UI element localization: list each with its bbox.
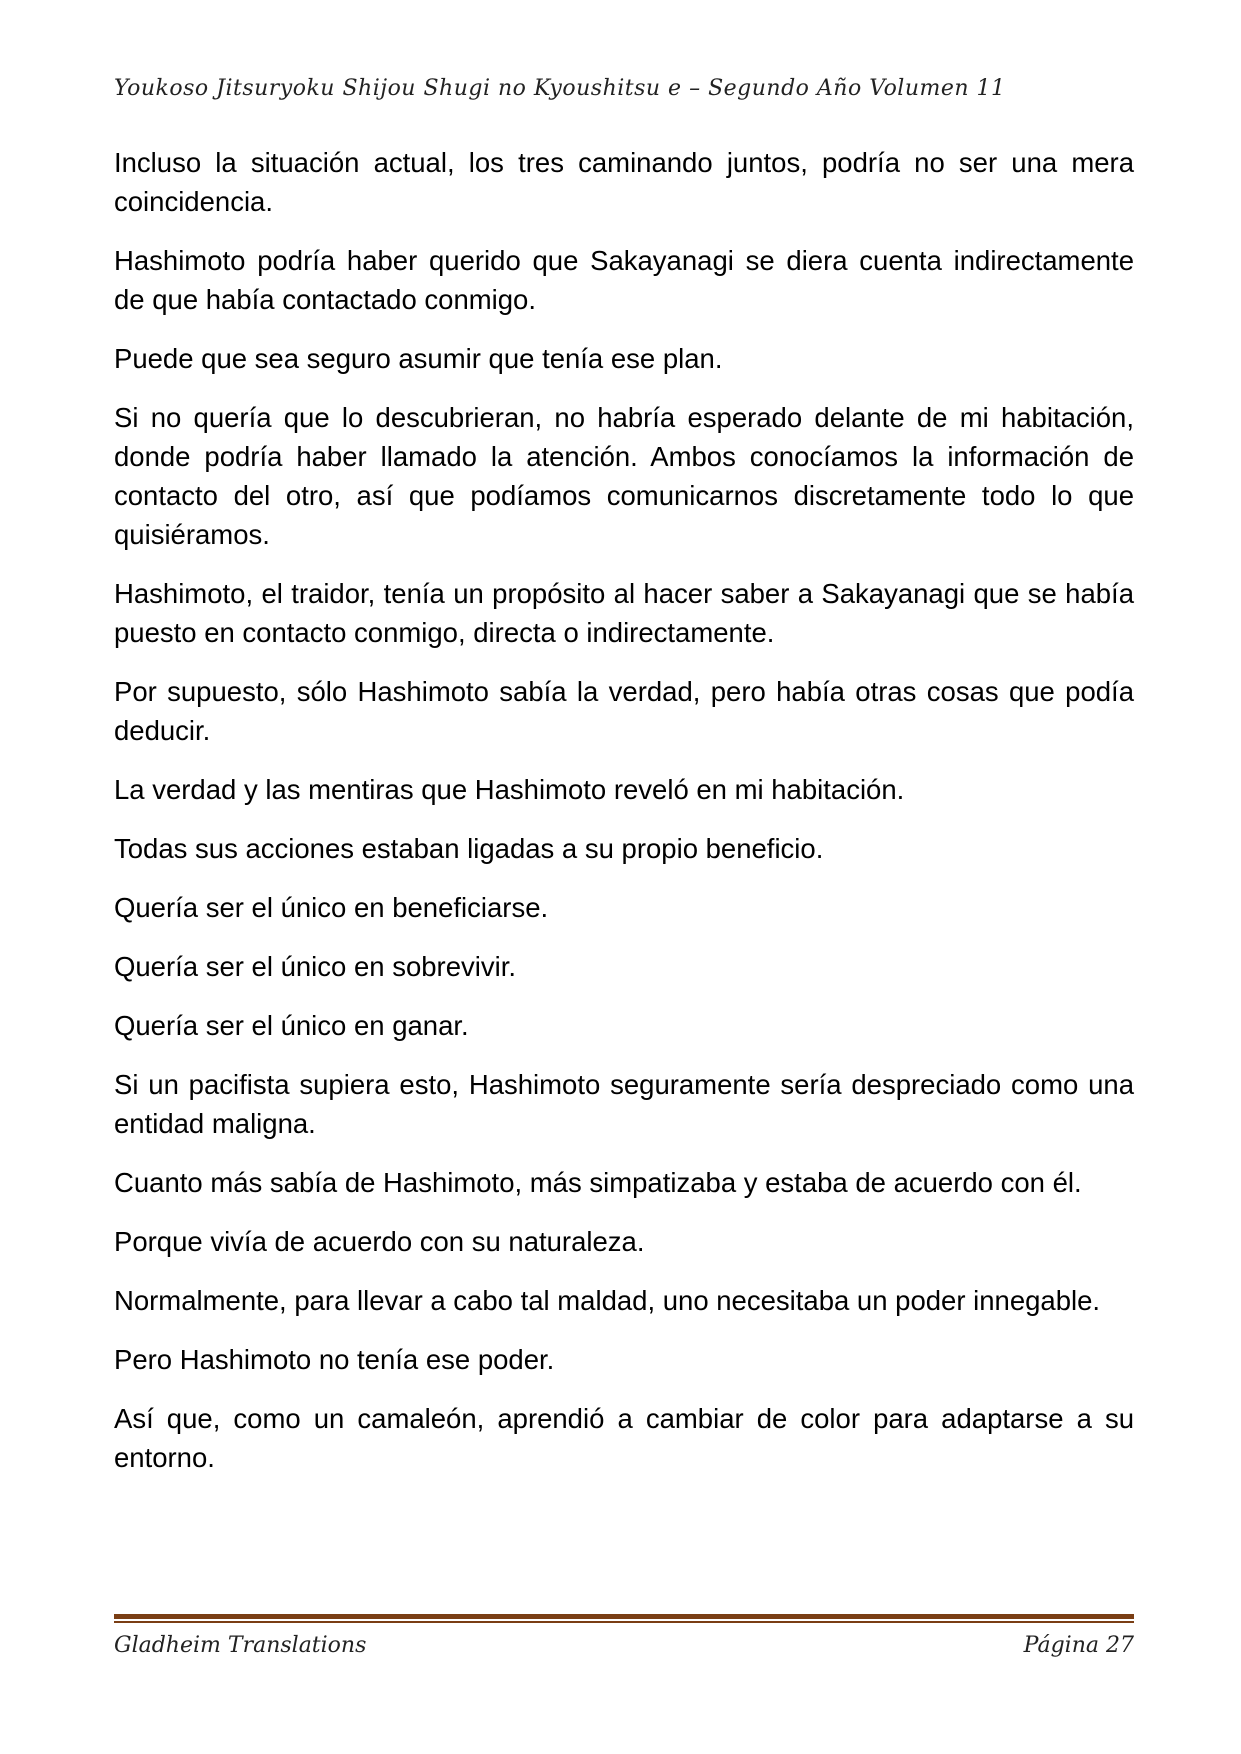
footer-page-number: Página 27	[1023, 1633, 1134, 1658]
body-text	[114, 143, 1134, 1497]
page-header: Youkoso Jitsuryoku Shijou Shugi no Kyoushitsu e – Segundo Año Volumen 11	[114, 76, 1006, 101]
paragraph: Pero Hashimoto no tenía ese poder.	[114, 1344, 555, 1375]
paragraph: Normalmente, para llevar a cabo tal maldad, uno necesitaba un poder innegable.	[114, 1285, 1101, 1316]
paragraph: Quería ser el único en sobrevivir.	[114, 951, 516, 982]
paragraph: Así que, como un camaleón, aprendió a cambiar de color para adaptarse a su entorno.	[114, 1403, 1134, 1473]
paragraph: Por supuesto, sólo Hashimoto sabía la verdad, pero había otras cosas que podía deducir.	[114, 676, 1134, 746]
paragraph: Cuanto más sabía de Hashimoto, más simpatizaba y estaba de acuerdo con él.	[114, 1167, 1082, 1198]
paragraph: Hashimoto, el traidor, tenía un propósito al hacer saber a Sakayanagi que se había puesto en contacto conmigo, directa o indirectamente.	[114, 578, 1134, 648]
paragraph: Todas sus acciones estaban ligadas a su propio beneficio.	[114, 833, 824, 864]
footer-translator: Gladheim Translations	[114, 1633, 367, 1658]
paragraph: Si no quería que lo descubrieran, no habría esperado delante de mi habitación, donde podría haber llamado la atención. Ambos conocíamos la información de contacto del otro, así que podíamos comunicarnos discretamente todo lo que quisiéramos.	[114, 402, 1134, 550]
paragraph: Porque vivía de acuerdo con su naturaleza.	[114, 1226, 645, 1257]
footer-divider	[114, 1614, 1134, 1623]
paragraph: La verdad y las mentiras que Hashimoto reveló en mi habitación.	[114, 774, 905, 805]
paragraph: Incluso la situación actual, los tres caminando juntos, podría no ser una mera coincidencia.	[114, 147, 1134, 217]
footer-divider-thin	[114, 1621, 1134, 1623]
paragraph: Si un pacifista supiera esto, Hashimoto seguramente sería despreciado como una entidad maligna.	[114, 1069, 1134, 1139]
paragraph: Quería ser el único en ganar.	[114, 1010, 469, 1041]
paragraph: Quería ser el único en beneficiarse.	[114, 892, 549, 923]
paragraph: Puede que sea seguro asumir que tenía ese plan.	[114, 343, 723, 374]
paragraph: Hashimoto podría haber querido que Sakayanagi se diera cuenta indirectamente de que había contactado conmigo.	[114, 245, 1134, 315]
footer-divider-thick	[114, 1614, 1134, 1619]
